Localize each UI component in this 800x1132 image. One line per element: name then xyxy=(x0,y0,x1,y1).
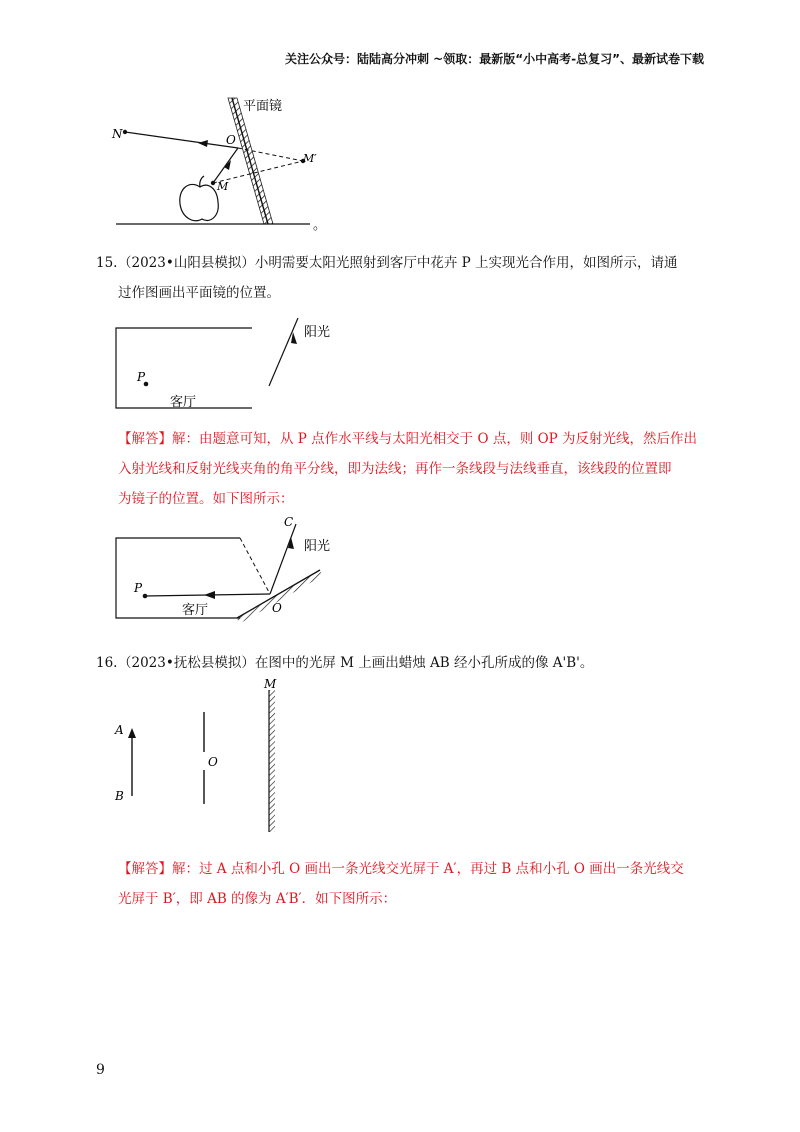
answer-text: 光屏于 B′，即 AB 的像为 A′B′．如下图所示： xyxy=(118,891,397,907)
arrow-head xyxy=(204,591,215,599)
sunlight-ray xyxy=(269,318,298,386)
label-P: P xyxy=(137,370,146,384)
question-text: 小明需要太阳光照射到客厅中花卉 P 上实现光合作用，如图所示，请通 xyxy=(254,255,678,271)
label-C: C xyxy=(284,515,294,529)
end-mark: 。 xyxy=(313,218,327,233)
label-O: O xyxy=(272,601,282,615)
room-outline xyxy=(116,538,240,618)
pinhole-camera-figure xyxy=(108,676,308,836)
label-P: P xyxy=(134,581,143,595)
point-N xyxy=(123,130,127,134)
question-16 xyxy=(96,648,708,678)
mirror-label: 平面镜 xyxy=(243,99,283,114)
question-number: 16. xyxy=(96,655,118,671)
sunlight-label: 阳光 xyxy=(304,325,331,340)
page-number: 9 xyxy=(96,1062,105,1078)
question-source: （2023•抚松县模拟） xyxy=(118,655,255,671)
question-number: 15. xyxy=(96,255,118,271)
page-header: 关注公众号：陆陆高分冲刺 ~领取：最新版“小中高考-总复习”、最新试卷下载 xyxy=(285,52,704,66)
answer-text: 解：过 A 点和小孔 O 画出一条光线交光屏于 A′，再过 B 点和小孔 O 画出一条光线交 xyxy=(172,861,684,877)
apple xyxy=(180,184,218,220)
sunlight-ray xyxy=(270,524,296,594)
answer-15 xyxy=(118,424,710,514)
normal-line xyxy=(240,538,270,594)
answer-text: 解：由题意可知，从 P 点作水平线与太阳光相交于 O 点，则 OP 为反射光线，然后作出 xyxy=(172,431,698,447)
screen-M xyxy=(269,690,275,832)
question-text: 在图中的光屏 M 上画出蜡烛 AB 经小孔所成的像 A'B'。 xyxy=(254,655,594,671)
question-text: 过作图画出平面镜的位置。 xyxy=(118,285,280,301)
arrow-head xyxy=(128,728,136,738)
room-label: 客厅 xyxy=(182,603,209,618)
sunlight-label: 阳光 xyxy=(304,539,331,554)
answer-tag: 【解答】 xyxy=(118,431,172,447)
label-M-image: M′ xyxy=(303,152,317,165)
answer-text: 为镜子的位置。如下图所示： xyxy=(118,491,294,507)
label-M: M xyxy=(217,180,229,193)
answer-tag: 【解答】 xyxy=(118,861,172,877)
label-M: M xyxy=(264,677,277,691)
living-room-solution-figure xyxy=(112,512,342,622)
room-label: 客厅 xyxy=(170,395,197,410)
arrow-head xyxy=(224,160,231,170)
label-B: B xyxy=(115,789,124,803)
answer-16 xyxy=(118,854,710,914)
label-O: O xyxy=(208,755,218,769)
point-P xyxy=(143,594,148,599)
label-A: A xyxy=(115,723,124,737)
mirror-reflection-figure xyxy=(110,88,340,238)
arrow-head xyxy=(198,140,208,147)
question-15 xyxy=(96,248,708,308)
question-source: （2023•山阳县模拟） xyxy=(118,255,255,271)
label-N: N xyxy=(112,127,123,141)
living-room-figure xyxy=(112,314,352,414)
answer-text: 入射光线和反射光线夹角的角平分线，即为法线；再作一条线段与法线垂直，该线段的位置即 xyxy=(118,461,672,477)
label-O: O xyxy=(226,133,236,147)
